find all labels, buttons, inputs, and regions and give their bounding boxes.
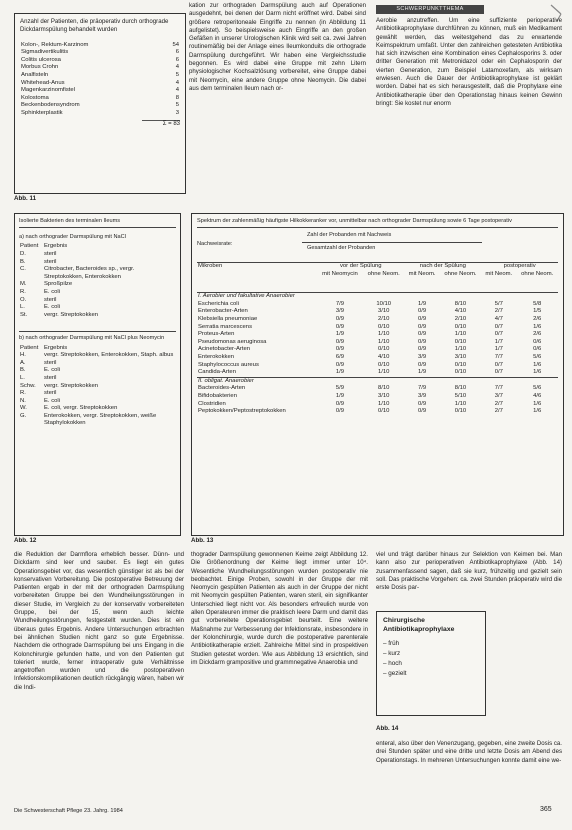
row-label: Sigmadivertikulitis — [21, 49, 69, 56]
microbe-name: Staphylococcus aureus — [198, 361, 259, 368]
legend-numerator: Zahl der Probanden mit Nachweis — [307, 232, 392, 239]
result-cell: Citrobacter, Bacteroides sp., vergr. Streptokokken, Enterokokken — [44, 266, 135, 280]
table-row — [19, 398, 176, 406]
table-row — [197, 324, 558, 332]
row-value: 6 — [175, 56, 179, 63]
figure-14-box — [376, 611, 486, 716]
row-label: Kolon-, Rektum-Karzinom — [21, 41, 89, 48]
value-cell: 0/9 — [335, 408, 345, 415]
row-label: Sphinkterplastik — [21, 109, 63, 116]
patient-cell: H. — [20, 352, 26, 359]
microbe-name: Pseudomonas aeruginosa — [198, 338, 267, 345]
result-cell: E. coli — [44, 304, 61, 311]
dash-icon: – — [383, 660, 389, 667]
group-header: vor der Spülung — [339, 263, 382, 270]
value-cell: 3/10 — [377, 393, 390, 400]
table-row — [20, 80, 180, 88]
row-value: 4 — [175, 64, 179, 71]
figure-11-box — [14, 13, 186, 194]
row-value: 6 — [175, 49, 179, 56]
table-row — [20, 42, 180, 50]
value-cell: 1/10 — [454, 346, 467, 353]
figure-13-table — [197, 262, 558, 416]
table-row — [197, 301, 558, 309]
text-column-top-middle — [189, 2, 366, 93]
result-cell: vergr. Streptokokken, Enterokokken, Staph. albus — [44, 352, 174, 359]
patient-cell: St. — [20, 311, 28, 318]
value-cell: 3/10 — [454, 354, 467, 361]
footer-journal: Die Schwesterschaft Pflege 23. Jahrg. 1984 — [14, 808, 123, 814]
table-row — [19, 413, 176, 428]
value-cell: 0/9 — [335, 361, 345, 368]
group-header: Mikroben — [198, 263, 223, 270]
value-cell: 0/10 — [454, 361, 467, 368]
group-header: nach der Spülung — [419, 263, 466, 270]
value-cell: 5/6 — [533, 354, 542, 361]
table-row — [20, 110, 180, 118]
section-header-band: SCHWERPUNKTTHEMA — [376, 5, 484, 14]
value-cell: 3/7 — [494, 393, 503, 400]
patient-cell: L. — [20, 304, 25, 311]
value-cell: 0/9 — [335, 346, 345, 353]
text-column-bottom-right-continued — [376, 740, 562, 765]
result-cell: steril — [44, 258, 57, 265]
result-cell: E. coli — [44, 397, 61, 404]
result-cell: E. coli — [44, 367, 61, 374]
subcol-header: ohne Neom. — [521, 270, 554, 277]
value-cell: 0/9 — [417, 323, 427, 330]
figure-12-b-table — [19, 345, 176, 429]
value-cell: 5/7 — [494, 300, 503, 307]
subcol-header: mit Neom. — [408, 270, 436, 277]
result-cell: steril — [44, 296, 57, 303]
patient-cell: R. — [20, 288, 26, 295]
value-cell: 1/9 — [335, 369, 345, 376]
value-cell: 7/9 — [417, 385, 427, 392]
table-row — [20, 95, 180, 103]
table-row — [197, 401, 558, 409]
value-cell: 0/9 — [335, 338, 345, 345]
figure-12-b-title: b) nach orthograder Darmspülung mit NaCl plus Neomycin — [19, 331, 176, 342]
value-cell: 0/10 — [377, 408, 390, 415]
text-column-bottom-middle — [191, 551, 368, 667]
patient-cell: R. — [20, 390, 26, 397]
value-cell: 0/10 — [454, 323, 467, 330]
microbe-name: Enterokokken — [198, 354, 235, 361]
table-row — [20, 49, 180, 57]
table-row — [20, 57, 180, 65]
value-cell: 1/5 — [533, 308, 542, 315]
value-cell: 5/6 — [533, 385, 542, 392]
dash-icon: – — [383, 650, 389, 657]
table-row — [19, 390, 176, 398]
table-row — [19, 304, 176, 312]
figure-12-box — [14, 213, 181, 536]
value-cell: 0/9 — [335, 323, 345, 330]
table-row — [19, 375, 176, 383]
value-cell: 1/6 — [533, 323, 542, 330]
value-cell: 8/10 — [377, 385, 390, 392]
table-row — [19, 289, 176, 297]
patient-cell: C. — [20, 266, 26, 273]
row-label: Morbus Crohn — [21, 64, 59, 71]
result-cell: steril — [44, 390, 57, 397]
figure-14-caption: Abb. 14 — [376, 725, 399, 732]
value-cell: 3/10 — [377, 308, 390, 315]
paragraph: die Reduktion der Darmflora erheblich besser. Dünn- und Dickdarm sind leer und sauber. Es liegt ein gutes Operationsgebiet vor, das wesentlich günstiger ist als bei der konservativen Vorbereitung. Die postoperative Betreuung der Patienten ergab in der mit der orthograden Darmspülung vorbereiteten Gruppe bei den Wundheilungsstörungen in dieser Studie, im Vergleich zu der konservativ vorbereiteten Gruppe, bei der 15, wenn auch leichte Wundheilungsstörungen, festgestellt wurden. Dies ist ein überaus gutes Ergebnis. Andere Untersuchungen erbrachten bei ähnlichen Studien nicht ganz so gute Ergebnisse. Nachdem die orthograde Darmspülung bei uns Eingang in die Kolonchirurgie gefunden hatte, und von den Patienten gut toleriert wurde, ferner intraoperativ gute Verhältnisse angetroffen wurden und die postoperativen Infektionskomplikationen deutlich rückgängig wären, haben wir die Indi- — [14, 551, 184, 691]
figure-12-a-table — [19, 243, 176, 319]
patient-cell: L. — [20, 374, 25, 381]
microbe-name: Acinetobacter-Arten — [198, 346, 251, 353]
col-header-patient: Patient — [20, 344, 39, 351]
value-cell: 0/9 — [417, 338, 427, 345]
row-value: 54 — [172, 41, 179, 48]
figure-14-list — [383, 639, 479, 679]
row-label: Magenkarzinomfistel — [21, 87, 76, 94]
value-cell: 0/6 — [533, 338, 542, 345]
result-cell: E. coli, vergr. Streptokokken — [44, 405, 118, 412]
text-column-top-right — [376, 17, 562, 108]
row-label: Whitehead-Anus — [21, 79, 65, 86]
table-row — [197, 362, 558, 370]
value-cell: 2/7 — [494, 308, 503, 315]
figure-12-caption: Abb. 12 — [14, 537, 37, 544]
subcol-header: ohne Neom. — [367, 270, 400, 277]
table-row — [197, 369, 558, 377]
value-cell: 2/10 — [377, 316, 390, 323]
section-title: II. obligat. Anaerobier — [198, 377, 254, 384]
col-header-patient: Patient — [20, 243, 39, 250]
table-row — [20, 102, 180, 110]
col-header-result: Ergebnis — [44, 243, 68, 250]
row-value: 3 — [175, 109, 179, 116]
value-cell: 0/10 — [454, 338, 467, 345]
row-label: Beckenbodensyndrom — [21, 102, 80, 109]
value-cell: 2/6 — [533, 316, 542, 323]
table-row — [19, 360, 176, 368]
value-cell: 1/6 — [533, 400, 542, 407]
value-cell: 10/10 — [376, 300, 392, 307]
figure-13-box — [191, 213, 564, 536]
patient-cell: B. — [20, 258, 26, 265]
table-row — [20, 64, 180, 72]
value-cell: 1/6 — [533, 361, 542, 368]
value-cell: 1/9 — [417, 300, 427, 307]
value-cell: 0/6 — [533, 346, 542, 353]
result-cell: steril — [44, 374, 57, 381]
value-cell: 1/10 — [377, 369, 390, 376]
value-cell: 7/7 — [494, 385, 503, 392]
figure-12-title: Isolierte Bakterien des terminalen Ileums — [19, 218, 176, 228]
patient-cell: O. — [20, 296, 27, 303]
table-row — [197, 393, 558, 401]
table-row — [197, 331, 558, 339]
value-cell: 5/8 — [533, 300, 542, 307]
value-cell: 0/9 — [417, 316, 427, 323]
value-cell: 0/10 — [377, 323, 390, 330]
row-label: Colitis ulcerosa — [21, 56, 61, 63]
table-row — [197, 408, 558, 416]
section-row — [197, 377, 558, 385]
figure-11-total: Σ = 83 — [142, 120, 180, 127]
page-number: 365 — [540, 806, 552, 813]
dash-icon: – — [383, 670, 389, 677]
legend-fraction-line — [302, 242, 482, 243]
result-cell: steril — [44, 251, 57, 257]
list-item-label: früh — [388, 640, 400, 647]
list-item — [383, 659, 479, 669]
row-value: 5 — [175, 71, 179, 78]
list-item — [383, 669, 479, 679]
table-row — [19, 266, 176, 281]
value-cell: 0/10 — [377, 361, 390, 368]
legend-denominator: Gesamtzahl der Probanden — [307, 245, 376, 252]
row-label: Analfisteln — [21, 71, 49, 78]
row-value: 8 — [175, 94, 179, 101]
paragraph: Aerobie anzutreffen. Um eine suffiziente perioperative Antibiotikaprophylaxe durchführen zu können, muß ein Medikament gewählt werden, das weitestgehend das zu erwartende Keimspektrum umfaßt. Unter den zahlreichen getesteten Antibiotika hat sich inzwischen eine Kombination eines Cephalosporins 3. oder dritter Generation mit Metronidazol oder ein Cephalosporin der vierten Generation, zum Beispiel Latamoxefam, als wirksam erwiesen. Auch die Dauer der Antibiotikaprophylaxe ist geklärt worden. Dabei hat es sich herausgestellt, daß die Prophylaxe eine Antibiotikatherapie über den Operationstag hinaus keinen Gewinn bringt: Sie kostet nur enorm — [376, 17, 562, 107]
table-row — [19, 259, 176, 267]
value-cell: 0/9 — [417, 308, 427, 315]
table-row — [19, 383, 176, 391]
value-cell: 1/9 — [417, 369, 427, 376]
patient-cell: B. — [20, 367, 26, 374]
list-item-label: hoch — [388, 660, 402, 667]
table-row — [197, 316, 558, 324]
value-cell: 1/9 — [335, 331, 345, 338]
value-cell: 1/7 — [494, 338, 503, 345]
microbe-name: Clostridien — [198, 400, 226, 407]
table-row — [19, 367, 176, 375]
value-cell: 0/9 — [417, 408, 427, 415]
value-cell: 1/7 — [494, 346, 503, 353]
table-row — [197, 308, 558, 316]
value-cell: 1/10 — [377, 338, 390, 345]
value-cell: 4/7 — [494, 316, 503, 323]
row-value: 4 — [175, 87, 179, 94]
patient-cell: W. — [20, 405, 27, 412]
value-cell: 5/10 — [454, 393, 467, 400]
group-header: postoperativ — [503, 263, 536, 270]
microbe-name: Proteus-Arten — [198, 331, 235, 338]
value-cell: 0/7 — [494, 361, 503, 368]
paragraph: enteral, also über den Venenzugang, gegeben, eine zweite Dosis ca. drei Stunden später und eine dritte und letzte Dosis am Abend des Operationstags. In mehreren Untersuchungen konnte damit eine we- — [376, 740, 562, 764]
figure-13-caption: Abb. 13 — [191, 537, 214, 544]
value-cell: 2/10 — [454, 316, 467, 323]
value-cell: 0/7 — [494, 331, 503, 338]
value-cell: 4/6 — [533, 393, 542, 400]
value-cell: 0/9 — [335, 400, 345, 407]
value-cell: 1/10 — [454, 331, 467, 338]
subcol-header: mit Neom. — [485, 270, 513, 277]
value-cell: 0/9 — [335, 316, 345, 323]
value-cell: 0/9 — [417, 400, 427, 407]
row-label: Kolostoma — [21, 94, 49, 101]
figure-12-a-title: a) nach orthograder Darmspülung mit NaCl — [19, 234, 126, 241]
legend-label: Nachweisrate: — [197, 241, 233, 248]
value-cell: 2/7 — [494, 408, 503, 415]
figure-14-title: Chirurgische Antibiotikaprophylaxe — [383, 617, 455, 633]
value-cell: 0/9 — [417, 346, 427, 353]
subcol-header: ohne Neom. — [444, 270, 477, 277]
patient-cell: Schw. — [20, 382, 36, 389]
microbe-name: Candida-Arten — [198, 369, 236, 376]
text-column-bottom-right — [376, 551, 562, 592]
patient-cell: D. — [20, 251, 26, 257]
table-row — [20, 72, 180, 80]
dash-icon: – — [383, 640, 389, 647]
section-row — [197, 293, 558, 301]
microbe-name: Peptokokken/Peptostreptokokken — [198, 408, 286, 415]
table-row — [197, 346, 558, 354]
value-cell: 3/9 — [417, 393, 427, 400]
value-cell: 8/10 — [454, 385, 467, 392]
microbe-name: Bacteroides-Arten — [198, 385, 246, 392]
result-cell: Enterokokken, vergr. Streptokokken, weiße Staphylokokken — [44, 412, 157, 427]
value-cell: 3/9 — [417, 354, 427, 361]
list-item — [383, 639, 479, 649]
value-cell: 0/10 — [454, 369, 467, 376]
result-cell: Sproßpilze — [44, 281, 73, 288]
value-cell: 2/6 — [533, 331, 542, 338]
table-row — [19, 297, 176, 305]
table-row — [19, 281, 176, 289]
table-row — [20, 87, 180, 95]
value-cell: 1/6 — [533, 369, 542, 376]
col-header-result: Ergebnis — [44, 344, 68, 351]
table-row — [19, 312, 176, 320]
microbe-name: Escherichia coli — [198, 300, 239, 307]
result-cell: vergr. Streptokokken — [44, 382, 99, 389]
microbe-name: Serratia marcescens — [198, 323, 253, 330]
value-cell: 1/6 — [533, 408, 542, 415]
list-item-label: kurz — [388, 650, 401, 657]
patient-cell: N. — [20, 397, 26, 404]
value-cell: 4/10 — [454, 308, 467, 315]
patient-cell: G. — [20, 412, 27, 419]
value-cell: 1/10 — [377, 331, 390, 338]
microbe-name: Klebsiella pneumoniae — [198, 316, 258, 323]
value-cell: 1/10 — [377, 400, 390, 407]
subcol-header: mit Neomycin — [322, 270, 358, 277]
figure-13-legend — [197, 232, 558, 260]
table-row — [197, 354, 558, 362]
result-cell: vergr. Streptokokken — [44, 311, 99, 318]
value-cell: 3/9 — [335, 308, 345, 315]
value-cell: 8/10 — [454, 300, 467, 307]
value-cell: 7/9 — [335, 300, 345, 307]
table-row — [19, 405, 176, 413]
value-cell: 4/10 — [377, 354, 390, 361]
table-row — [19, 251, 176, 259]
value-cell: 1/9 — [335, 393, 345, 400]
microbe-name: Enterobacter-Arten — [198, 308, 248, 315]
result-cell: steril — [44, 359, 57, 366]
figure-13-title: Spektrum der zahlenmäßig häufigste Hilkokkeranker vor, unmittelbar nach orthograder Darmspülung sowie 6 Tage postoperativ — [197, 218, 558, 228]
value-cell: 7/7 — [494, 354, 503, 361]
paragraph: thograder Darmspülung gewonnenen Keime zeigt Abbildung 12. Die Größenordnung der Keime liegt immer unter 10⁴. Wesentliche Wundheilungsstörungen wurden postoperativ nie beobachtet. Einige Proben, sowohl in der Gruppe der mit Neomycin gespülten Patienten als auch in der Gruppe der nicht mit Neomycin gespülten Patienten, waren steril, ein signifikanter Unterschied liegt nicht vor. Als besonders erfreulich wurde von allen Operateuren immer die praktisch leere Darm und damit das gut vorbereitete Operationsgebiet beurteilt. Eine weitere Maßnahme zur Verbesserung der Infektionsrate, insbesondere in der Kolonchirurgie, wurde durch die postoperative parenterale Antibiotikatherapie erzielt. Zahlreiche Mittel sind in prospektiven Studien getestet worden. Wie aus Abbildung 13 ersichtlich, sind im Dickdarm grampositive und grammnegative Anaerobia und — [191, 551, 368, 666]
paragraph: kation zur orthograden Darmspülung auch auf Operationen ausgedehnt, bei denen der Darm nicht eröffnet wird. Dabei sind größere retroperitoneale Eingriffe zu nennen (in Abbildung 11 aufgelistet). So beispielsweise auch Eingriffe an den großen Gefäßen in unserer Urologischen Klinik wird seit ca. zwei Jahren routinemäßig bei der Anlage eines Ileumkonduits die orthograde Darmspülung durchgeführt. Wir haben eine Vergleichsstudie begonnen. Es wird dabei eine Gruppe mit zehn Litern physiologischer Kochsalzlösung vorbereitet, eine Gruppe dabei mit Neomycin, eine andere Gruppe ohne Neomycin. Die dabei aus dem terminalen Ileum nach or- — [189, 2, 366, 92]
table-row — [197, 385, 558, 393]
section-title: I. Aerobier und fakultative Anaerobier — [198, 293, 295, 300]
result-cell: E. coli — [44, 288, 61, 295]
figure-11-caption: Abb. 11 — [14, 195, 37, 202]
figure-11-table — [20, 42, 180, 118]
value-cell: 6/9 — [335, 354, 345, 361]
value-cell: 5/9 — [335, 385, 345, 392]
row-value: 4 — [175, 79, 179, 86]
value-cell: 0/10 — [377, 346, 390, 353]
value-cell: 1/10 — [454, 400, 467, 407]
list-item-label: gezielt — [388, 670, 407, 677]
table-row — [197, 339, 558, 347]
value-cell: 0/9 — [417, 331, 427, 338]
patient-cell: M. — [20, 281, 27, 288]
list-item — [383, 649, 479, 659]
value-cell: 0/7 — [494, 323, 503, 330]
row-value: 5 — [175, 102, 179, 109]
figure-11-intro: Anzahl der Patienten, die präoperativ durch orthograde Dickdarmspülung behandelt wurden — [20, 18, 169, 34]
paragraph: viel und trägt darüber hinaus zur Selektion von Keimen bei. Man kann also zur perioperativen Antibiotikaprophylaxe (Abb. 14) zusammenfassend sagen, daß sie kurz, frühzeitig und gezielt sein soll. Das praktische Vorgehen: ca. zwei Stunden präoperativ wird die erste Dosis par- — [376, 551, 562, 592]
table-row — [19, 352, 176, 360]
patient-cell: A. — [20, 359, 26, 366]
text-column-bottom-left — [14, 551, 184, 692]
value-cell: 0/10 — [454, 408, 467, 415]
value-cell: 0/9 — [417, 361, 427, 368]
value-cell: 2/7 — [494, 400, 503, 407]
microbe-name: Bifidobakterien — [198, 393, 237, 400]
value-cell: 0/7 — [494, 369, 503, 376]
